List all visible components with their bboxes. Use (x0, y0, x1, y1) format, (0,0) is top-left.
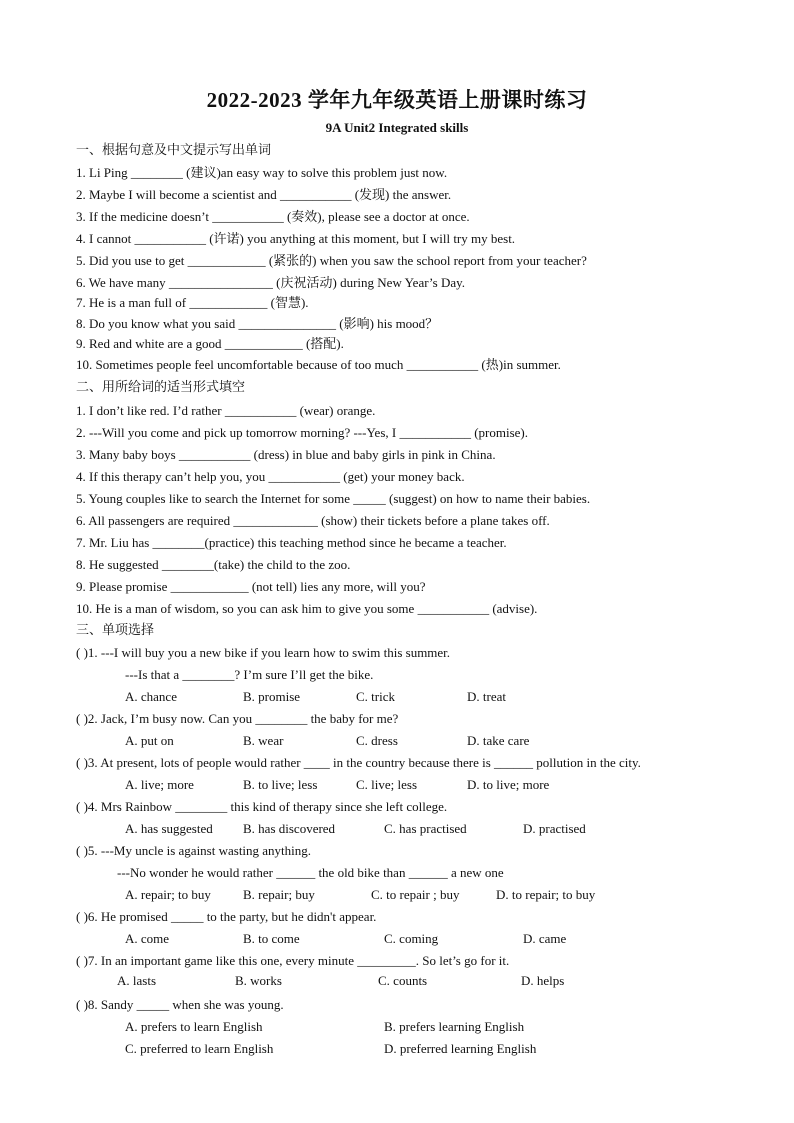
section2-item: 10. He is a man of wisdom, so you can ask him to give you some ___________ (advise). (76, 601, 538, 616)
question-stem: ( )2. Jack, I’m busy now. Can you ________ the baby for me? (76, 711, 399, 726)
page-subtitle: 9A Unit2 Integrated skills (325, 120, 469, 135)
section2-item: 6. All passengers are required _____________ (show) their tickets before a plane takes off. (76, 513, 550, 528)
section2-item: 1. I don’t like red. I’d rather ___________ (wear) orange. (76, 403, 376, 418)
option-d: D. to live; more (467, 777, 550, 792)
question-stem: ( )1. ---I will buy you a new bike if you learn how to swim this summer. (76, 645, 451, 660)
section1-item: 10. Sometimes people feel uncomfortable because of too much ___________ (热)in summer. (76, 357, 561, 372)
section1-item: 9. Red and white are a good ____________ (搭配). (76, 336, 344, 351)
section1-item: 7. He is a man full of ____________ (智慧). (76, 295, 309, 310)
question-stem: ( )4. Mrs Rainbow ________ this kind of therapy since she left college. (76, 799, 448, 814)
option-b: B. promise (243, 689, 301, 704)
section1-item: 1. Li Ping ________ (建议)an easy way to solve this problem just now. (76, 165, 448, 180)
section2-item: 7. Mr. Liu has ________(practice) this teaching method since he became a teacher. (76, 535, 507, 550)
option-a: A. has suggested (125, 821, 213, 836)
question-stem-continued: ---Is that a ________? I’m sure I’ll get the bike. (125, 667, 374, 682)
section3-heading: 三、单项选择 (76, 623, 155, 638)
section2-item: 4. If this therapy can’t help you, you ___________ (get) your money back. (76, 469, 465, 484)
question-stem-continued: ---No wonder he would rather ______ the old bike than ______ a new one (117, 865, 504, 880)
option-c: C. coming (384, 931, 439, 946)
option-c: C. counts (378, 973, 428, 988)
question-stem: ( )6. He promised _____ to the party, but he didn't appear. (76, 909, 377, 924)
option-b: B. has discovered (243, 821, 336, 836)
section1-item: 3. If the medicine doesn’t ___________ (奏效), please see a doctor at once. (76, 209, 470, 224)
section2-heading: 二、用所给词的适当形式填空 (76, 380, 246, 395)
section1-item: 6. We have many ________________ (庆祝活动) during New Year’s Day. (76, 275, 466, 290)
option-b: B. to live; less (243, 777, 318, 792)
section2-item: 8. He suggested ________(take) the child to the zoo. (76, 557, 351, 572)
section1-item: 4. I cannot ___________ (许诺) you anything at this moment, but I will try my best. (76, 231, 516, 246)
option-b: B. prefers learning English (384, 1019, 525, 1034)
option-c: C. trick (356, 689, 395, 704)
section1-item: 8. Do you know what you said _______________ (影响) his mood？ (76, 316, 439, 331)
option-c: C. has practised (384, 821, 467, 836)
option-a: A. come (125, 931, 170, 946)
section1-item: 5. Did you use to get ____________ (紧张的) when you saw the school report from your teacher? (76, 253, 587, 268)
option-a: A. prefers to learn English (125, 1019, 263, 1034)
option-d: D. practised (523, 821, 586, 836)
section2-item: 3. Many baby boys ___________ (dress) in blue and baby girls in pink in China. (76, 447, 496, 462)
option-b: B. wear (243, 733, 284, 748)
option-b: B. repair; buy (243, 887, 315, 902)
section2-item: 9. Please promise ____________ (not tell) lies any more, will you? (76, 579, 426, 594)
question-stem: ( )5. ---My uncle is against wasting anything. (76, 843, 312, 858)
page-title: 2022-2023 学年九年级英语上册课时练习 (206, 88, 588, 112)
option-a: A. live; more (125, 777, 194, 792)
option-d: D. take care (467, 733, 530, 748)
option-d: D. to repair; to buy (496, 887, 596, 902)
option-c: C. live; less (356, 777, 418, 792)
section1-item: 2. Maybe I will become a scientist and ___________ (发现) the answer. (76, 187, 452, 202)
section2-item: 5. Young couples like to search the Internet for some _____ (suggest) on how to name their babies. (76, 491, 591, 506)
question-stem: ( )8. Sandy _____ when she was young. (76, 997, 284, 1012)
question-stem: ( )7. In an important game like this one, every minute _________. So let’s go for it. (76, 953, 510, 968)
question-stem: ( )3. At present, lots of people would rather ____ in the country because there is ______ pollution in the city. (76, 755, 641, 770)
option-a: A. put on (125, 733, 174, 748)
section1-heading: 一、根据句意及中文提示写出单词 (76, 143, 272, 158)
section2-item: 2. ---Will you come and pick up tomorrow morning? ---Yes, I ___________ (promise). (76, 425, 528, 440)
option-a: A. repair; to buy (125, 887, 211, 902)
option-c: C. dress (356, 733, 398, 748)
option-a: A. lasts (117, 973, 156, 988)
option-c: C. preferred to learn English (125, 1041, 274, 1056)
option-d: D. came (523, 931, 567, 946)
option-b: B. to come (243, 931, 300, 946)
option-d: D. treat (467, 689, 506, 704)
option-d: D. helps (521, 973, 565, 988)
option-a: A. chance (125, 689, 177, 704)
option-d: D. preferred learning English (384, 1041, 537, 1056)
option-c: C. to repair ; buy (371, 887, 460, 902)
option-b: B. works (235, 973, 282, 988)
